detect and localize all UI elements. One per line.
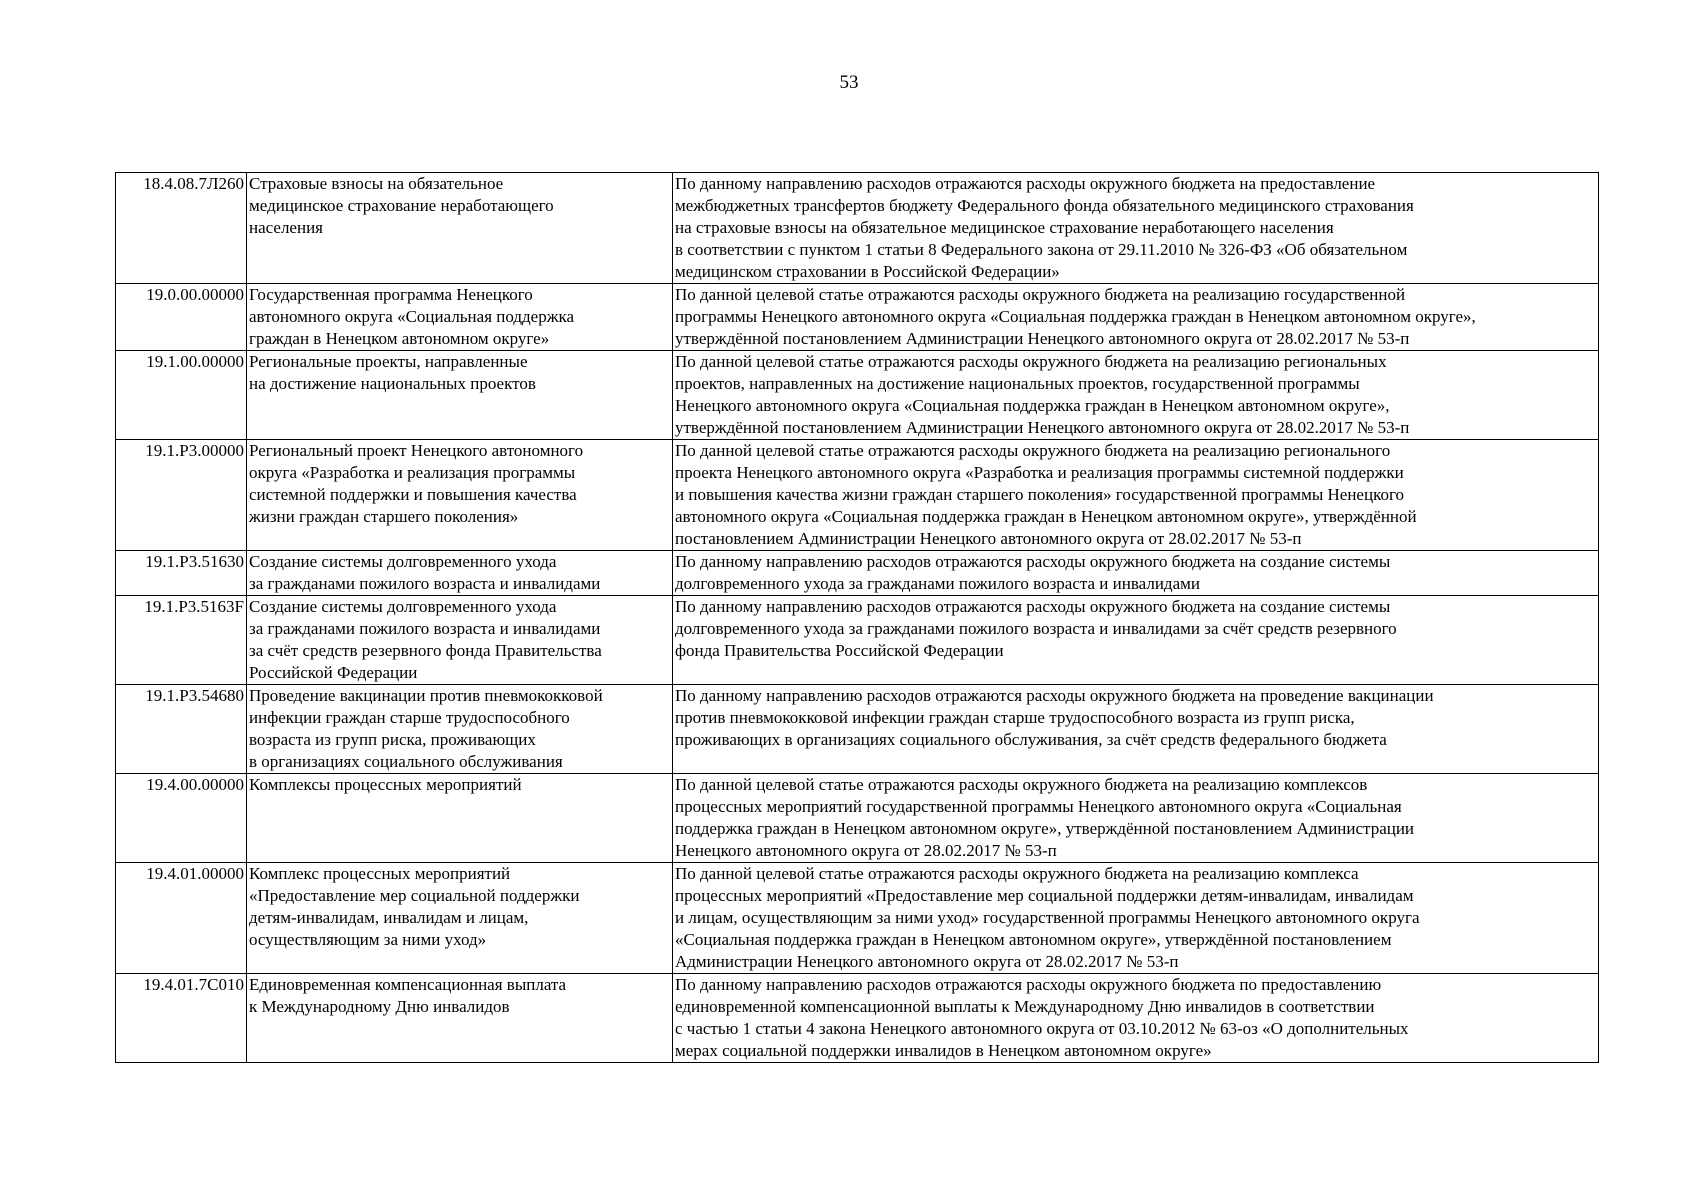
target-article-description: По данной целевой статье отражаются расходы окружного бюджета на реализацию регионального проекта Ненецкого автономного округа «Разработка и реализация программы системной поддержки и повышения качества жизни граждан старшего поколения» государственной программы Ненецкого автономного округа «Социальная поддержка граждан в Ненецком автономном округе», утверждённой постановлением Администрации Ненецкого автономного округа от 28.02.2017 № 53-п (673, 440, 1599, 551)
table-row (116, 351, 1599, 440)
target-article-name: Комплексы процессных мероприятий (247, 774, 673, 863)
target-article-description: По данному направлению расходов отражаются расходы окружного бюджета по предоставлению единовременной компенсационной выплаты к Международному Дню инвалидов в соответствии с частью 1 статьи 4 закона Ненецкого автономного округа от 03.10.2012 № 63-оз «О дополнительных мерах социальной поддержки инвалидов в Ненецком автономном округе» (673, 974, 1599, 1063)
target-article-code: 19.4.01.7С010 (116, 974, 247, 1063)
target-article-name: Региональные проекты, направленные на достижение национальных проектов (247, 351, 673, 440)
target-article-name: Комплекс процессных мероприятий «Предоставление мер социальной поддержки детям-инвалидам, инвалидам и лицам, осуществляющим за ними уход» (247, 863, 673, 974)
table-row (116, 974, 1599, 1063)
target-article-description: По данной целевой статье отражаются расходы окружного бюджета на реализацию комплекса процессных мероприятий «Предоставление мер социальной поддержки детям-инвалидам, инвалидам и лицам, осуществляющим за ними уход» государственной программы Ненецкого автономного округа «Социальная поддержка граждан в Ненецком автономном округе», утверждённой постановлением Администрации Ненецкого автономного округа от 28.02.2017 № 53-п (673, 863, 1599, 974)
target-article-description: По данному направлению расходов отражаются расходы окружного бюджета на создание системы долговременного ухода за гражданами пожилого возраста и инвалидами (673, 551, 1599, 596)
target-article-name: Региональный проект Ненецкого автономного округа «Разработка и реализация программы системной поддержки и повышения качества жизни граждан старшего поколения» (247, 440, 673, 551)
table-row (116, 440, 1599, 551)
target-article-name: Страховые взносы на обязательное медицинское страхование неработающего населения (247, 173, 673, 284)
table-row (116, 551, 1599, 596)
target-article-code: 19.1.Р3.54680 (116, 685, 247, 774)
target-article-code: 19.0.00.00000 (116, 284, 247, 351)
target-article-code: 19.1.Р3.51630 (116, 551, 247, 596)
target-article-name: Единовременная компенсационная выплата к Международному Дню инвалидов (247, 974, 673, 1063)
target-article-description: По данной целевой статье отражаются расходы окружного бюджета на реализацию региональных проектов, направленных на достижение национальных проектов, государственной программы Ненецкого автономного округа «Социальная поддержка граждан в Ненецком автономном округе», утверждённой постановлением Администрации Ненецкого автономного округа от 28.02.2017 № 53-п (673, 351, 1599, 440)
target-article-description: По данному направлению расходов отражаются расходы окружного бюджета на предоставление межбюджетных трансфертов бюджету Федерального фонда обязательного медицинского страхования на страховые взносы на обязательное медицинское страхование неработающего населения в соответствии с пунктом 1 статьи 8 Федерального закона от 29.11.2010 № 326-ФЗ «Об обязательном медицинском страховании в Российской Федерации» (673, 173, 1599, 284)
table-row (116, 596, 1599, 685)
page-number: 53 (839, 72, 859, 93)
target-article-code: 19.1.Р3.00000 (116, 440, 247, 551)
target-article-code: 19.4.01.00000 (116, 863, 247, 974)
target-article-code: 19.4.00.00000 (116, 774, 247, 863)
table-row (116, 774, 1599, 863)
target-article-name: Создание системы долговременного ухода за гражданами пожилого возраста и инвалидами за счёт средств резервного фонда Правительства Российской Федерации (247, 596, 673, 685)
table-row (116, 173, 1599, 284)
table-row (116, 863, 1599, 974)
target-article-name: Создание системы долговременного ухода за гражданами пожилого возраста и инвалидами (247, 551, 673, 596)
target-article-description: По данной целевой статье отражаются расходы окружного бюджета на реализацию государственной программы Ненецкого автономного округа «Социальная поддержка граждан в Ненецком автономном округе», утверждённой постановлением Администрации Ненецкого автономного округа от 28.02.2017 № 53-п (673, 284, 1599, 351)
target-article-description: По данному направлению расходов отражаются расходы окружного бюджета на создание системы долговременного ухода за гражданами пожилого возраста и инвалидами за счёт средств резервного фонда Правительства Российской Федерации (673, 596, 1599, 685)
table-row (116, 685, 1599, 774)
target-article-code: 19.1.00.00000 (116, 351, 247, 440)
target-article-description: По данному направлению расходов отражаются расходы окружного бюджета на проведение вакцинации против пневмококковой инфекции граждан старше трудоспособного возраста из групп риска, проживающих в организациях социального обслуживания, за счёт средств федерального бюджета (673, 685, 1599, 774)
target-article-code: 18.4.08.7Л260 (116, 173, 247, 284)
target-article-description: По данной целевой статье отражаются расходы окружного бюджета на реализацию комплексов процессных мероприятий государственной программы Ненецкого автономного округа «Социальная поддержка граждан в Ненецком автономном округе», утверждённой постановлением Администрации Ненецкого автономного округа от 28.02.2017 № 53-п (673, 774, 1599, 863)
target-article-name: Проведение вакцинации против пневмококковой инфекции граждан старше трудоспособного возраста из групп риска, проживающих в организациях социального обслуживания (247, 685, 673, 774)
budget-classification-table (115, 172, 1599, 1063)
target-article-code: 19.1.Р3.5163F (116, 596, 247, 685)
target-article-name: Государственная программа Ненецкого автономного округа «Социальная поддержка граждан в Ненецком автономном округе» (247, 284, 673, 351)
table-row (116, 284, 1599, 351)
